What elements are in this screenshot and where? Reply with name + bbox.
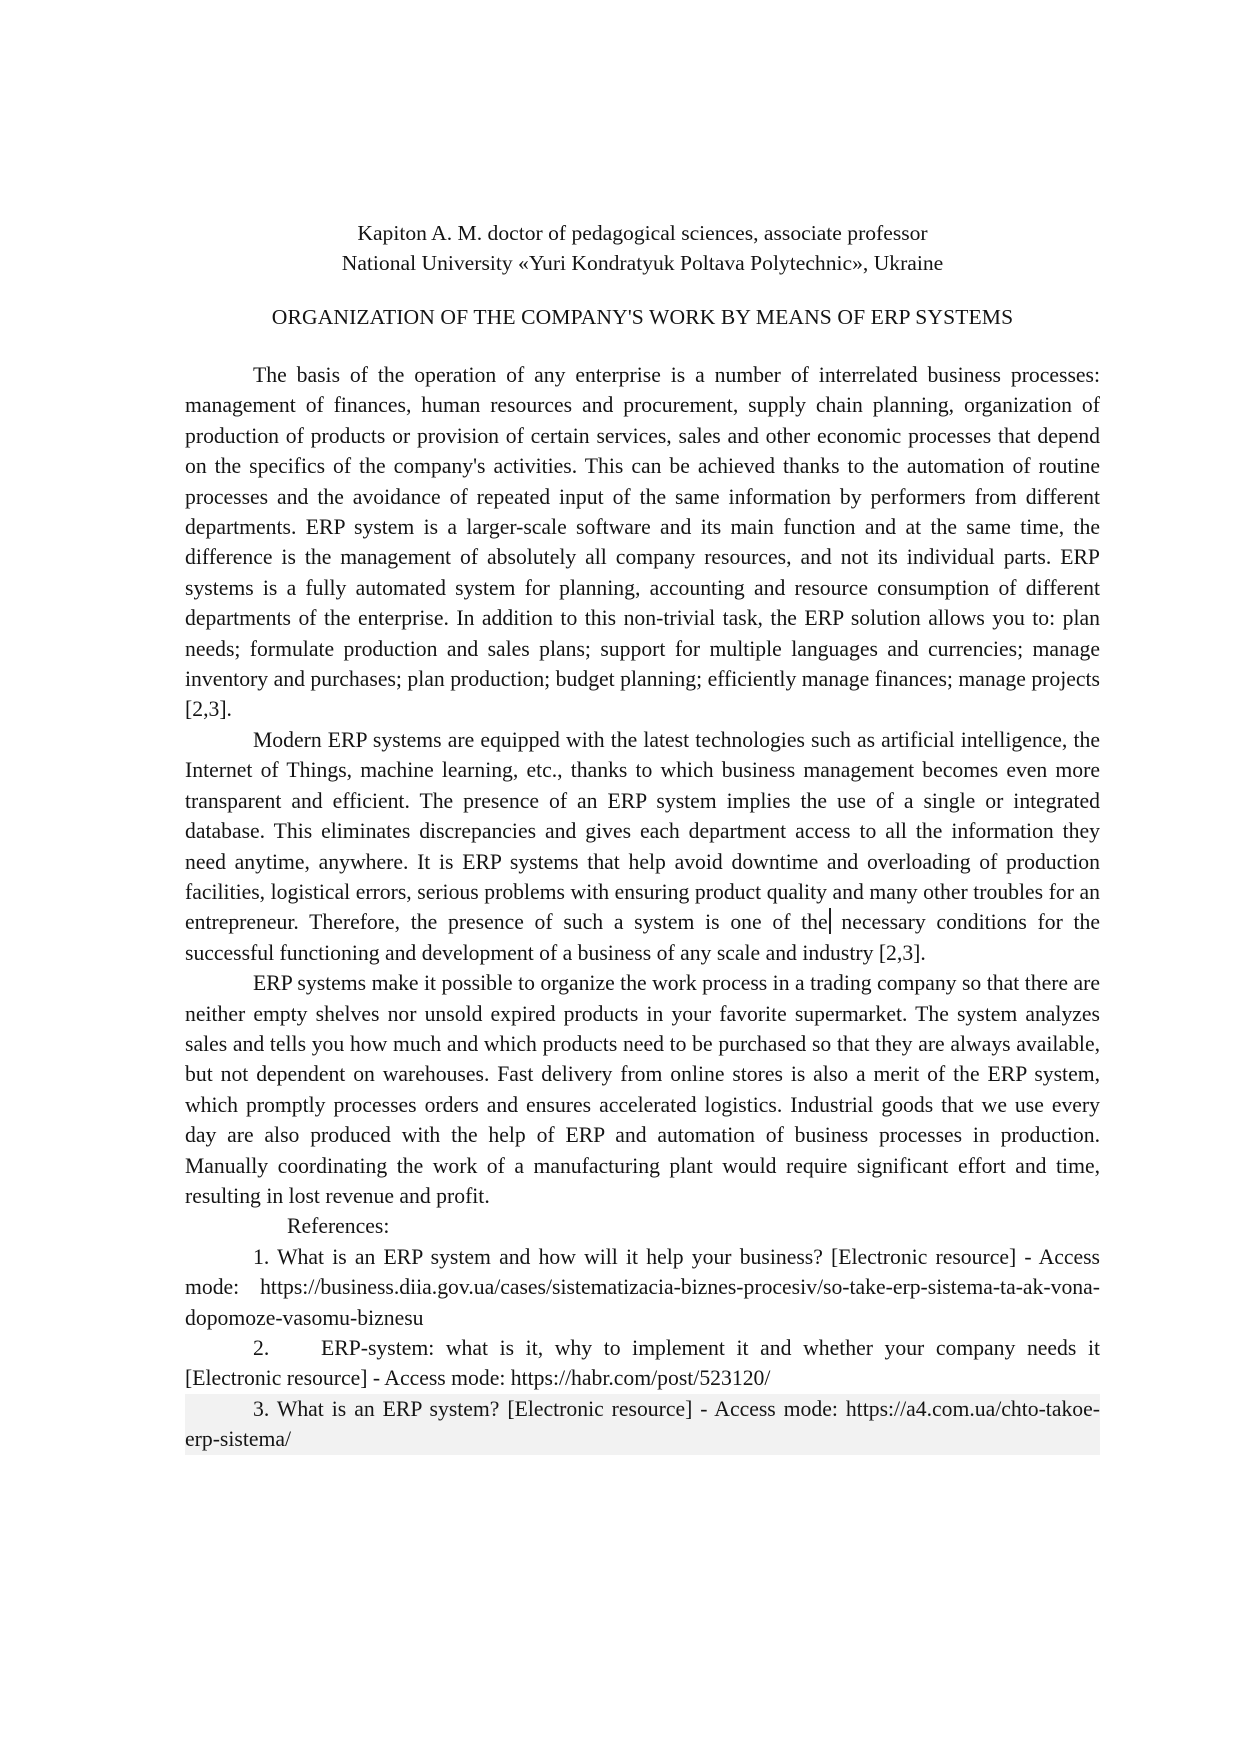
paragraph-3: ERP systems make it possible to organize the work process in a trading company so that there are neither empty shelves nor unsold expired products in your favorite supermarket. The system analyzes sales and tells you how much and which products need to be purchased so that they are always available, but not dependent on warehouses. Fast delivery from online stores is also a merit of the ERP system, which promptly processes orders and ensures accelerated logistics. Industrial goods that we use every day are also produced with the help of ERP and automation of business processes in production. Manually coordinating the work of a manufacturing plant would require significant effort and time, resulting in lost revenue and profit.: [185, 971, 1100, 1208]
reference-text: What is an ERP system and how will it help your business? [Electronic resource] - Access mode: https://business.diia.gov.ua/cases/sistematizacia-biznes-procesiv/so-take-erp-sistema-ta-ak-vona-dopomoze-vasomu-biznesu: [185, 1244, 1100, 1330]
paragraph-2-text: Modern ERP systems are equipped with the latest technologies such as artificial intelligence, the Internet of Things, machine learning, etc., thanks to which business management becomes even more transparent and efficient. The presence of an ERP system implies the use of a single or integrated database. This eliminates discrepancies and gives each department access to all the information they need anytime, anywhere. It is ERP systems that help avoid downtime and overloading of production facilities, logistical errors, serious problems with ensuring product quality and many other troubles for an entrepreneur. Therefore, the presence of such a system is one of the: [185, 727, 1100, 935]
document-page: [185, 218, 1100, 1455]
paragraph-1: The basis of the operation of any enterprise is a number of interrelated business processes: management of finances, human resources and procurement, supply chain planning, organization of production of products or provision of certain services, sales and other economic processes that depend on the specifics of the company's activities. This can be achieved thanks to the automation of routine processes and the avoidance of repeated input of the same information by performers from different departments. ERP system is a larger-scale software and its main function and at the same time, the difference is the management of absolutely all company resources, and not its individual parts. ERP systems is a fully automated system for planning, accounting and resource consumption of different departments of the enterprise. In addition to this non-trivial task, the ERP solution allows you to: plan needs; formulate production and sales plans; support for multiple languages and currencies; manage inventory and purchases; plan production; budget planning; efficiently manage finances; manage projects [2,3].: [185, 363, 1100, 722]
reference-number: 2.: [253, 1336, 270, 1360]
reference-number: 3.: [253, 1396, 270, 1421]
author-line: Kapiton A. M. doctor of pedagogical sciences, associate professor: [357, 221, 928, 245]
affiliation-line: National University «Yuri Kondratyuk Poltava Polytechnic», Ukraine: [341, 251, 944, 275]
reference-text: What is an ERP system? [Electronic resource] - Access mode: https://a4.com.ua/chto-takoe-erp-sistema/: [185, 1396, 1100, 1452]
article-body: [185, 360, 1100, 1455]
paragraph-2: [185, 725, 1100, 968]
reference-item-1: [185, 1242, 1100, 1333]
reference-item-2: [185, 1333, 1100, 1394]
paragraph-2-continuation: necessary conditions for the successful functioning and development of a business of any scale and industry [2,3].: [185, 910, 1101, 965]
reference-item-3: [185, 1394, 1100, 1455]
author-block: [185, 218, 1100, 278]
references-heading: References:: [287, 1214, 390, 1239]
reference-text: ERP-system: what is it, why to implement it and whether your company needs it [Electronic resource] - Access mode: https://habr.com/post/523120/: [185, 1336, 1100, 1391]
article-title: ORGANIZATION OF THE COMPANY'S WORK BY MEANS OF ERP SYSTEMS: [271, 305, 1014, 329]
text-cursor: [829, 908, 831, 934]
reference-number: 1.: [253, 1244, 270, 1269]
